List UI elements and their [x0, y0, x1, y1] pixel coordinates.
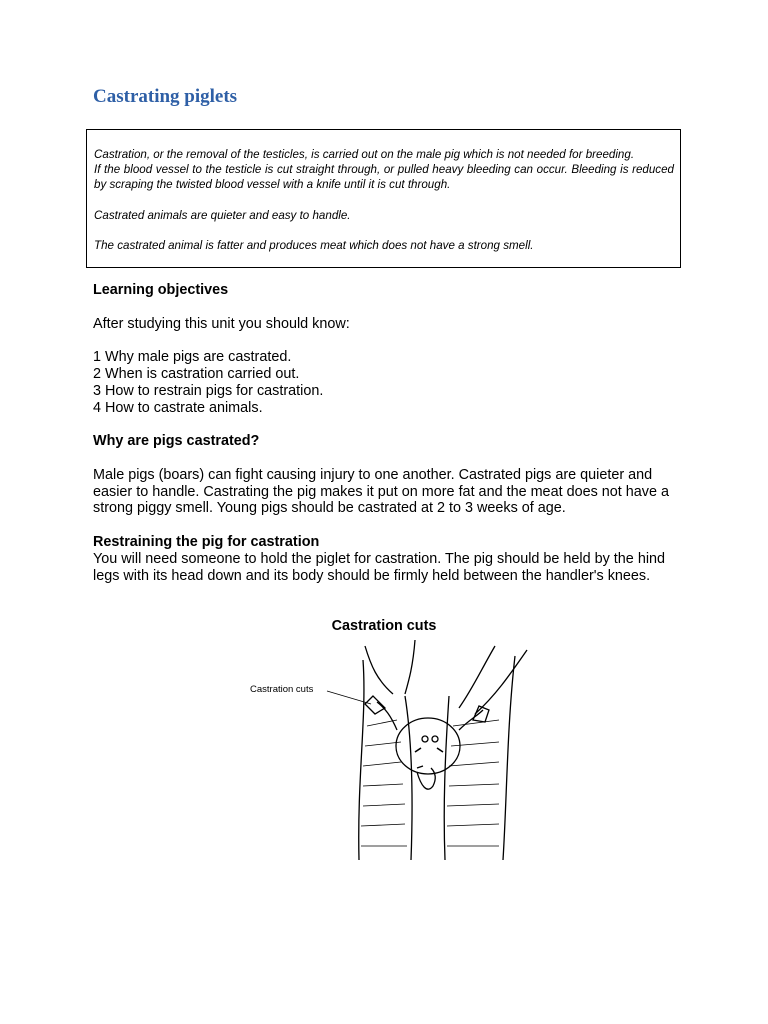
restraining-heading: Restraining the pig for castration	[93, 533, 320, 550]
why-heading: Why are pigs castrated?	[93, 433, 260, 450]
intro-paragraph: The castrated animal is fatter and produces meat which does not have a strong smell.	[94, 239, 534, 253]
illustration-drawing	[245, 636, 535, 864]
objectives-lead: After studying this unit you should know:	[93, 315, 350, 332]
intro-paragraph: Castrated animals are quieter and easy to handle.	[94, 208, 351, 222]
figure-label: Castration cuts	[250, 684, 314, 695]
page-title: Castrating piglets	[93, 86, 238, 107]
objective-item: 3 How to restrain pigs for castration.	[93, 382, 324, 399]
why-body: Male pigs (boars) can fight causing injury to one another. Castrated pigs are quieter and easier to handle. Castrating the pig makes it put on more fat and the meat does not have a strong piggy smell. Young pigs should be castrated at 2 to 3 weeks of age.	[93, 466, 669, 517]
castration-illustration	[245, 636, 535, 864]
objective-item: 4 How to castrate animals.	[93, 399, 263, 416]
restraining-body: You will need someone to hold the piglet for castration. The pig should be held by the hind legs with its head down and its body should be firmly held between the handler's knees.	[93, 550, 666, 584]
figure-caption: Castration cuts	[331, 618, 437, 634]
intro-paragraph: If the blood vessel to the testicle is cut straight through, or pulled heavy bleeding can occur. Bleeding is reduced by scraping the twisted blood vessel with a knife until it is cut through.	[94, 163, 674, 192]
objectives-heading: Learning objectives	[93, 282, 229, 298]
intro-box	[86, 129, 681, 268]
objective-item: 1 Why male pigs are castrated.	[93, 349, 292, 366]
main-content	[93, 282, 683, 584]
objective-item: 2 When is castration carried out.	[93, 365, 300, 382]
intro-paragraph: Castration, or the removal of the testicles, is carried out on the male pig which is not needed for breeding.	[94, 148, 635, 161]
